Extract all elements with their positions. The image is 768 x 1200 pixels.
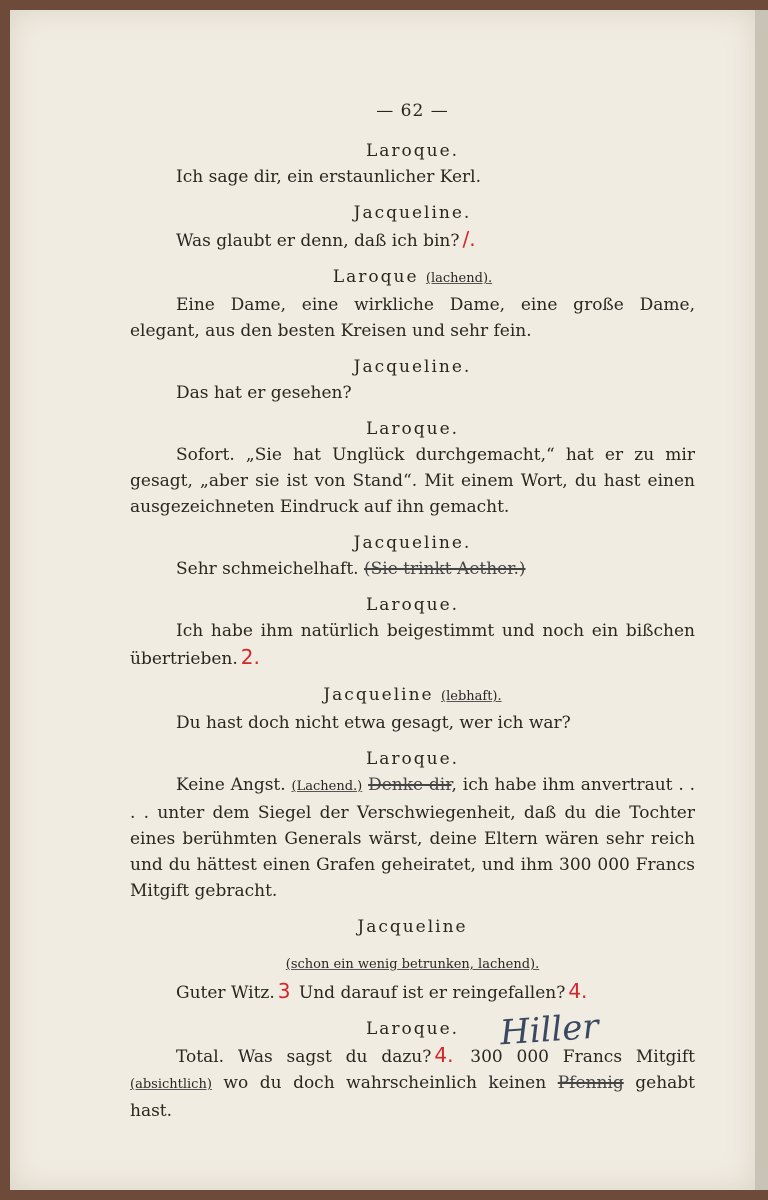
speaker-name: Laroque. <box>365 749 460 769</box>
text-run: wo du doch wahrscheinlich keinen <box>211 1073 558 1093</box>
stage-direction: (lebhaft). <box>441 689 502 704</box>
text-run: Du hast doch nicht etwa gesagt, wer ich war? <box>176 713 571 733</box>
speaker-name <box>130 264 695 292</box>
speaker-name: Laroque. <box>365 419 460 439</box>
document-page <box>10 10 755 1190</box>
struck-text: (Sie trinkt Aether.) <box>363 559 526 579</box>
red-annotation-mark: /. <box>462 227 476 251</box>
speaker-name: Jacqueline. <box>353 357 472 377</box>
text-run: Jacqueline <box>323 685 442 705</box>
text-run: , ich habe ihm anvertraut . . . . unter dem Siegel der Verschwiegenheit, daß du die Tochter eines berühmten Generals wärst, deine Eltern wären sehr reich und du hättest einen Grafen geheiratet, und ihm 300 000 Francs Mitgift gebracht. <box>130 775 696 901</box>
script-lines <box>130 138 695 1124</box>
red-annotation-mark: 4. <box>434 1043 454 1067</box>
speaker-name <box>130 950 695 978</box>
text-run: Total. Was sagst du dazu? <box>176 1047 432 1067</box>
text-run: Das hat er gesehen? <box>176 383 352 403</box>
text-run: gehabt hast. <box>130 1073 695 1121</box>
text-run: Laroque <box>332 267 426 287</box>
speech-text <box>130 442 695 520</box>
stage-direction: (schon ein wenig betrunken, lachend). <box>285 957 540 972</box>
stage-direction: (absichtlich) <box>130 1077 212 1092</box>
red-annotation-mark: 4. <box>568 979 588 1003</box>
red-annotation-mark: 3 <box>277 979 291 1003</box>
struck-text: Pfennig <box>557 1073 624 1093</box>
speaker-name: Jacqueline. <box>353 533 472 553</box>
text-run: Eine Dame, eine wirkliche Dame, eine große Dame, elegant, aus den besten Kreisen und sehr fein. <box>130 295 695 341</box>
handwritten-signature: Hiller <box>498 1006 600 1054</box>
stage-direction: (lachend). <box>425 271 493 286</box>
speech-text <box>130 556 695 582</box>
stage-direction: (Lachend.) <box>291 779 363 794</box>
page-edge <box>755 10 768 1190</box>
speech-text <box>130 292 695 344</box>
page-number: — 62 — <box>376 101 449 121</box>
speech-text <box>130 978 695 1006</box>
text-run: Guter Witz. <box>176 983 275 1003</box>
red-annotation-mark: 2. <box>240 645 260 669</box>
speech-text <box>130 380 695 406</box>
text-run: Keine Angst. <box>176 775 292 795</box>
speech-text <box>130 1042 695 1124</box>
speaker-name: Laroque. <box>365 1019 460 1039</box>
text-run: Sehr schmeichelhaft. <box>176 559 364 579</box>
text-run: Ich sage dir, ein erstaunlicher Kerl. <box>176 167 482 187</box>
text-run: Ich habe ihm natürlich beigestimmt und noch ein bißchen übertrieben. <box>130 621 695 669</box>
speech-text <box>130 164 695 190</box>
speaker-name: Jacqueline <box>357 917 468 937</box>
text-run: Sofort. „Sie hat Unglück durchgemacht,“ hat er zu mir gesagt, „aber sie ist von Stand“. Mit einem Wort, du hast einen ausgezeichneten Eindruck auf ihn gemacht. <box>130 445 695 517</box>
speaker-name: Jacqueline. <box>353 203 472 223</box>
text-run: Was glaubt er denn, daß ich bin? <box>176 231 460 251</box>
text-block <box>130 98 695 1124</box>
speech-text <box>130 618 695 672</box>
struck-text: Denke dir <box>368 775 452 795</box>
text-run: Und darauf ist er reingefallen? <box>293 983 566 1003</box>
speaker-name <box>130 682 695 710</box>
speaker-name: Laroque. <box>365 595 460 615</box>
speech-text <box>130 710 695 736</box>
speech-text <box>130 226 695 254</box>
text-run: 300 000 Francs Mitgift <box>456 1047 695 1067</box>
speaker-name: Laroque. <box>365 141 460 161</box>
speech-text <box>130 772 695 904</box>
